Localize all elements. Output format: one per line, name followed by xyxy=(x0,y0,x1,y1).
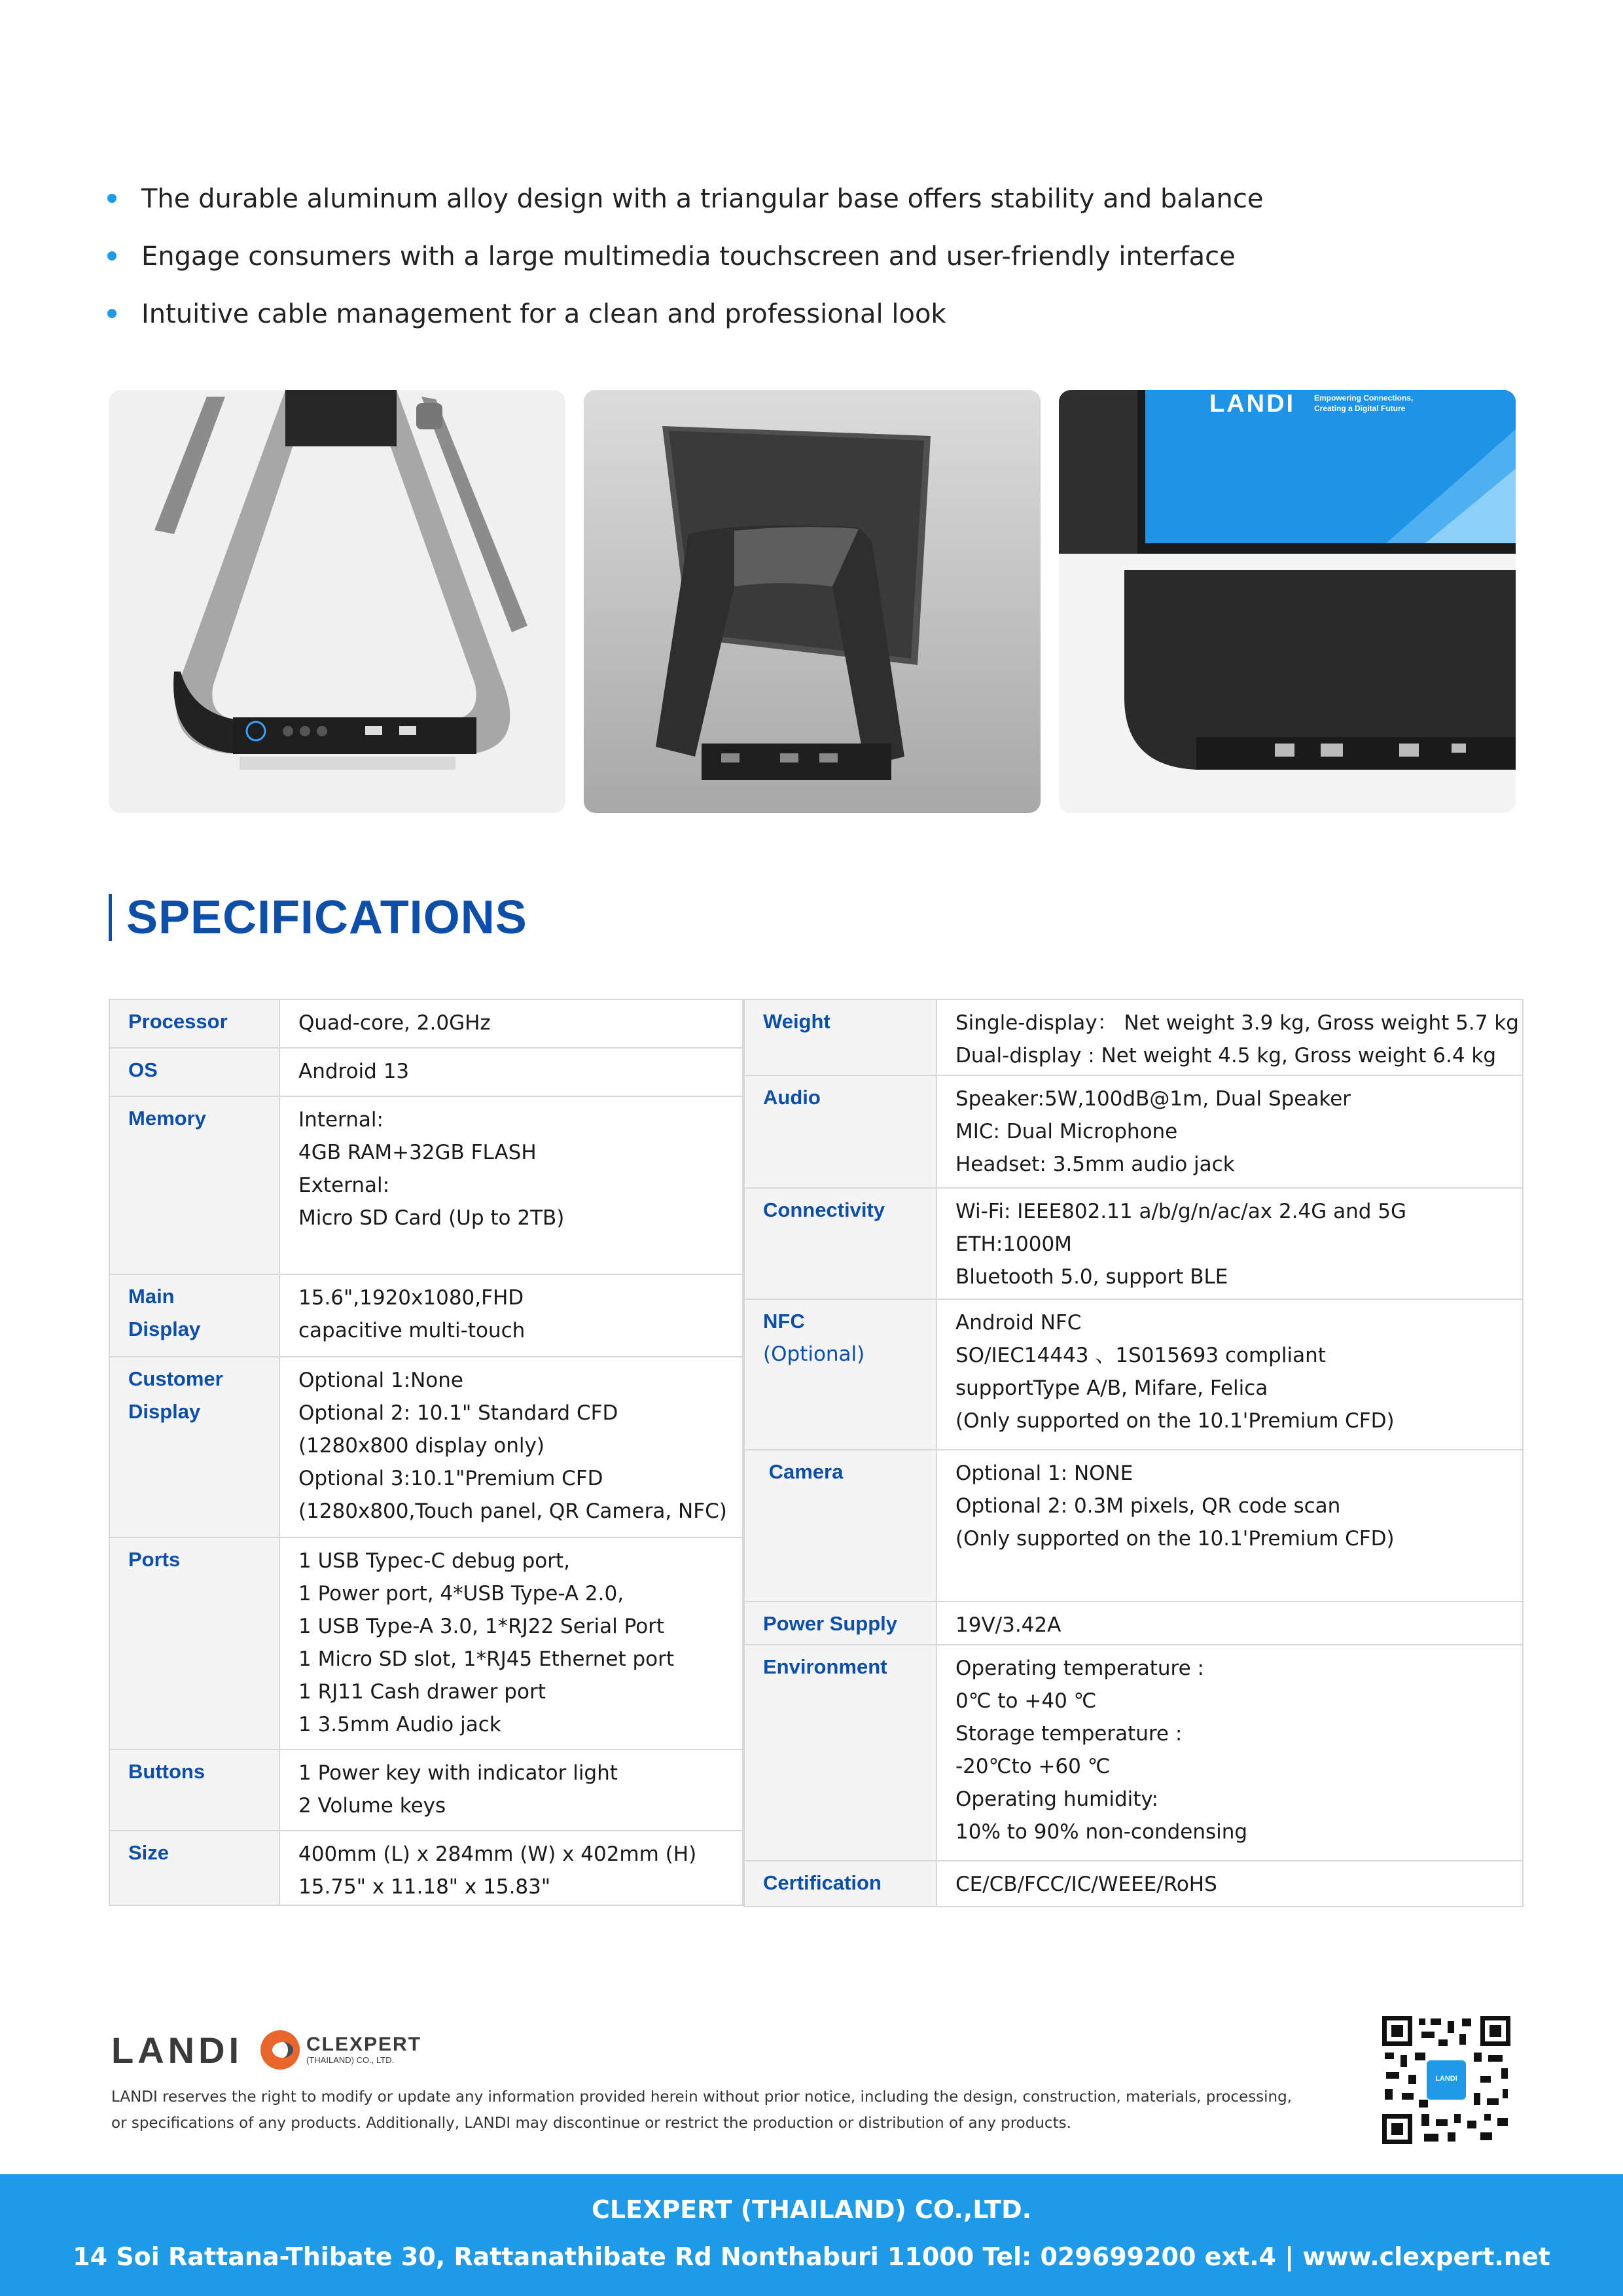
spec-value xyxy=(279,1357,743,1537)
feature-bullet xyxy=(105,298,1544,330)
spec-key-text: Ports xyxy=(128,1548,181,1571)
spec-line: 15.75" x 11.18" x 15.83" xyxy=(298,1875,551,1899)
spec-value xyxy=(936,1299,1523,1450)
spec-line: -20℃to +60 ℃ xyxy=(955,1755,1111,1778)
spec-line: (Only supported on the 10.1'Premium CFD) xyxy=(955,1527,1395,1551)
disclaimer-line: or specifications of any products. Additionally, LANDI may discontinue or restrict the production or distribution of any products. xyxy=(111,2115,1071,2132)
spec-line: 1 USB Typec-C debug port, xyxy=(298,1549,571,1573)
feature-text: Engage consumers with a large multimedia touchscreen and user-friendly interface xyxy=(141,242,1236,272)
spec-line: Operating humidity: xyxy=(955,1787,1158,1811)
company-address: 14 Soi Rattana-Thibate 30, Rattanathibate Rd Nonthaburi 11000 Tel: 029699200 ext.4 | www.clexpert.net xyxy=(73,2242,1550,2271)
screen-tagline-line: Creating a Digital Future xyxy=(1314,404,1406,413)
screen-brand-logo: LANDI xyxy=(1209,390,1296,418)
spec-row xyxy=(109,1357,743,1537)
spec-key-text: Certification xyxy=(763,1871,882,1894)
spec-key-text: Connectivity xyxy=(763,1198,885,1221)
spec-line: MIC: Dual Microphone xyxy=(955,1120,1178,1143)
spec-line: 1 3.5mm Audio jack xyxy=(298,1713,501,1736)
spec-row xyxy=(744,1645,1523,1861)
spec-value xyxy=(279,1537,743,1749)
spec-line: 1 Micro SD slot, 1*RJ45 Ethernet port xyxy=(298,1647,674,1671)
spec-key xyxy=(744,1602,936,1645)
spec-key xyxy=(109,1749,279,1831)
spec-key xyxy=(744,1075,936,1188)
spec-row xyxy=(109,1537,743,1749)
company-name: CLEXPERT (THAILAND) CO.,LTD. xyxy=(591,2195,1032,2224)
spec-value xyxy=(936,1645,1523,1861)
spec-line: Android NFC xyxy=(955,1311,1082,1335)
spec-row xyxy=(744,999,1523,1075)
screen-tagline xyxy=(1314,393,1413,414)
spec-line: 19V/3.42A xyxy=(955,1613,1061,1637)
spec-line: 1 USB Type-A 3.0, 1*RJ22 Serial Port xyxy=(298,1615,665,1638)
spec-key xyxy=(744,1450,936,1602)
spec-line: Single-display： Net weight 3.9 kg, Gross weight 5.7 kg xyxy=(955,1011,1519,1035)
landi-logo: LANDI xyxy=(111,2030,243,2071)
spec-line: CE/CB/FCC/IC/WEEE/RoHS xyxy=(955,1873,1217,1896)
spec-key-text: Power Supply xyxy=(763,1612,897,1635)
spec-value xyxy=(936,1602,1523,1645)
product-photos xyxy=(109,390,1517,814)
product-photo-screen xyxy=(1059,390,1516,813)
spec-key-text: Audio xyxy=(763,1086,821,1109)
contact-band xyxy=(0,2174,1623,2296)
spec-line: External: xyxy=(298,1174,390,1197)
specifications-heading xyxy=(109,891,527,944)
spec-row xyxy=(744,1861,1523,1907)
spec-line: 0℃ to +40 ℃ xyxy=(955,1689,1097,1713)
spec-key xyxy=(109,1048,279,1096)
spec-row xyxy=(109,1274,743,1357)
spec-line: Storage temperature : xyxy=(955,1722,1183,1746)
spec-key-text: Customer xyxy=(128,1367,223,1390)
spec-key-text: Buttons xyxy=(128,1760,205,1783)
clexpert-mark-icon xyxy=(260,2030,300,2070)
pos-front-view-image xyxy=(584,390,1041,813)
product-photo-front xyxy=(584,390,1041,813)
spec-line: 1 Power port, 4*USB Type-A 2.0, xyxy=(298,1582,624,1605)
spec-key xyxy=(744,1188,936,1299)
spec-key-subtext: (Optional) xyxy=(763,1342,865,1366)
spec-line: Operating temperature : xyxy=(955,1657,1204,1680)
spec-row xyxy=(744,1075,1523,1188)
spec-key-text: Main xyxy=(128,1285,175,1308)
spec-row xyxy=(109,1831,743,1905)
clexpert-name: CLEXPERT xyxy=(306,2034,422,2055)
disclaimer-line: LANDI reserves the right to modify or update any information provided herein without prior notice, including the design, construction, materials, processing, xyxy=(111,2089,1293,2106)
spec-line: (1280x800,Touch panel, QR Camera, NFC) xyxy=(298,1499,727,1523)
spec-line: Optional 2: 0.3M pixels, QR code scan xyxy=(955,1494,1341,1518)
spec-row xyxy=(744,1299,1523,1450)
spec-value xyxy=(936,1861,1523,1907)
bullet-dot-icon xyxy=(107,251,116,260)
spec-line: Speaker:5W,100dB@1m, Dual Speaker xyxy=(955,1087,1351,1111)
spec-line: Internal: xyxy=(298,1108,383,1132)
screen-tagline-line: Empowering Connections, xyxy=(1314,393,1414,403)
feature-bullet xyxy=(105,241,1544,272)
spec-key xyxy=(744,999,936,1075)
spec-line: SO/IEC14443 、1S015693 compliant xyxy=(955,1344,1326,1367)
spec-value xyxy=(279,1749,743,1831)
spec-value xyxy=(279,1274,743,1357)
spec-row xyxy=(109,1048,743,1096)
spec-row xyxy=(109,1749,743,1831)
spec-line: 1 RJ11 Cash drawer port xyxy=(298,1680,546,1704)
spec-line: Micro SD Card (Up to 2TB) xyxy=(298,1206,565,1230)
spec-key-text: Display xyxy=(128,1400,201,1423)
pos-side-view-image xyxy=(109,390,565,813)
spec-key xyxy=(744,1645,936,1861)
feature-text: Intuitive cable management for a clean and professional look xyxy=(141,299,946,329)
spec-line: Headset: 3.5mm audio jack xyxy=(955,1153,1235,1176)
heading-accent-bar xyxy=(109,894,112,941)
qr-center-label: LANDI xyxy=(1435,2075,1457,2083)
spec-line: Android 13 xyxy=(298,1060,410,1083)
feature-bullet xyxy=(105,183,1544,215)
spec-line: Dual-display : Net weight 4.5 kg, Gross weight 6.4 kg xyxy=(955,1044,1497,1067)
spec-key xyxy=(109,1274,279,1357)
spec-line: (Only supported on the 10.1'Premium CFD) xyxy=(955,1409,1395,1433)
spec-line: 15.6",1920x1080,FHD xyxy=(298,1286,524,1310)
spec-line: 1 Power key with indicator light xyxy=(298,1761,618,1785)
spec-value xyxy=(936,1188,1523,1299)
spec-value xyxy=(279,999,743,1048)
spec-key-text: OS xyxy=(128,1058,158,1081)
spec-value xyxy=(279,1048,743,1096)
clexpert-logo xyxy=(260,2030,421,2070)
spec-value xyxy=(279,1096,743,1274)
spec-line: Optional 1: NONE xyxy=(955,1462,1133,1485)
spec-row xyxy=(744,1602,1523,1645)
spec-line: Optional 3:10.1"Premium CFD xyxy=(298,1467,603,1490)
spec-value xyxy=(936,999,1523,1075)
clexpert-subname: (THAILAND) CO., LTD. xyxy=(306,2055,395,2065)
spec-key-text: NFC xyxy=(763,1310,805,1333)
spec-key-text: Weight xyxy=(763,1010,830,1033)
disclaimer xyxy=(111,2084,1355,2136)
spec-key-text: Environment xyxy=(763,1655,887,1678)
spec-key-text: Display xyxy=(128,1318,201,1340)
bullet-dot-icon xyxy=(107,194,116,203)
spec-line: Bluetooth 5.0, support BLE xyxy=(955,1265,1228,1289)
spec-line: 2 Volume keys xyxy=(298,1794,446,1818)
spec-value xyxy=(936,1075,1523,1188)
bullet-dot-icon xyxy=(107,309,116,318)
product-photo-side xyxy=(109,390,565,813)
spec-line: capacitive multi-touch xyxy=(298,1319,526,1342)
spec-key xyxy=(109,999,279,1048)
spec-key xyxy=(109,1831,279,1905)
spec-line: Quad-core, 2.0GHz xyxy=(298,1011,491,1035)
spec-row xyxy=(109,1096,743,1274)
spec-key-text: Processor xyxy=(128,1010,228,1033)
spec-row xyxy=(109,999,743,1048)
feature-bullets xyxy=(105,183,1544,356)
spec-row xyxy=(744,1450,1523,1602)
spec-line: 10% to 90% non-condensing xyxy=(955,1820,1248,1844)
section-title: SPECIFICATIONS xyxy=(126,891,527,944)
spec-key xyxy=(109,1357,279,1537)
spec-key xyxy=(109,1096,279,1274)
spec-key-text: Size xyxy=(128,1841,169,1864)
pos-screen-view-image xyxy=(1059,390,1516,813)
spec-line: supportType A/B, Mifare, Felica xyxy=(955,1376,1268,1400)
spec-line: ETH:1000M xyxy=(955,1232,1072,1256)
spec-key xyxy=(109,1537,279,1749)
clexpert-logo-text xyxy=(306,2034,421,2066)
spec-line: Wi-Fi: IEEE802.11 a/b/g/n/ac/ax 2.4G and 5G xyxy=(955,1200,1407,1223)
spec-row xyxy=(744,1188,1523,1299)
feature-text: The durable aluminum alloy design with a triangular base offers stability and balance xyxy=(141,184,1264,214)
spec-line: Optional 1:None xyxy=(298,1369,463,1392)
spec-key xyxy=(744,1861,936,1907)
spec-line: Optional 2: 10.1" Standard CFD xyxy=(298,1401,618,1425)
spec-key-text: Memory xyxy=(128,1107,206,1130)
spec-value xyxy=(936,1450,1523,1602)
spec-value xyxy=(279,1831,743,1905)
spec-key xyxy=(744,1299,936,1450)
spec-key-text: Camera xyxy=(763,1460,844,1483)
spec-table-left xyxy=(109,999,743,1906)
spec-line: 4GB RAM+32GB FLASH xyxy=(298,1141,537,1164)
spec-line: 400mm (L) x 284mm (W) x 402mm (H) xyxy=(298,1842,697,1866)
spec-line: (1280x800 display only) xyxy=(298,1434,544,1458)
spec-table-right xyxy=(743,999,1524,1907)
